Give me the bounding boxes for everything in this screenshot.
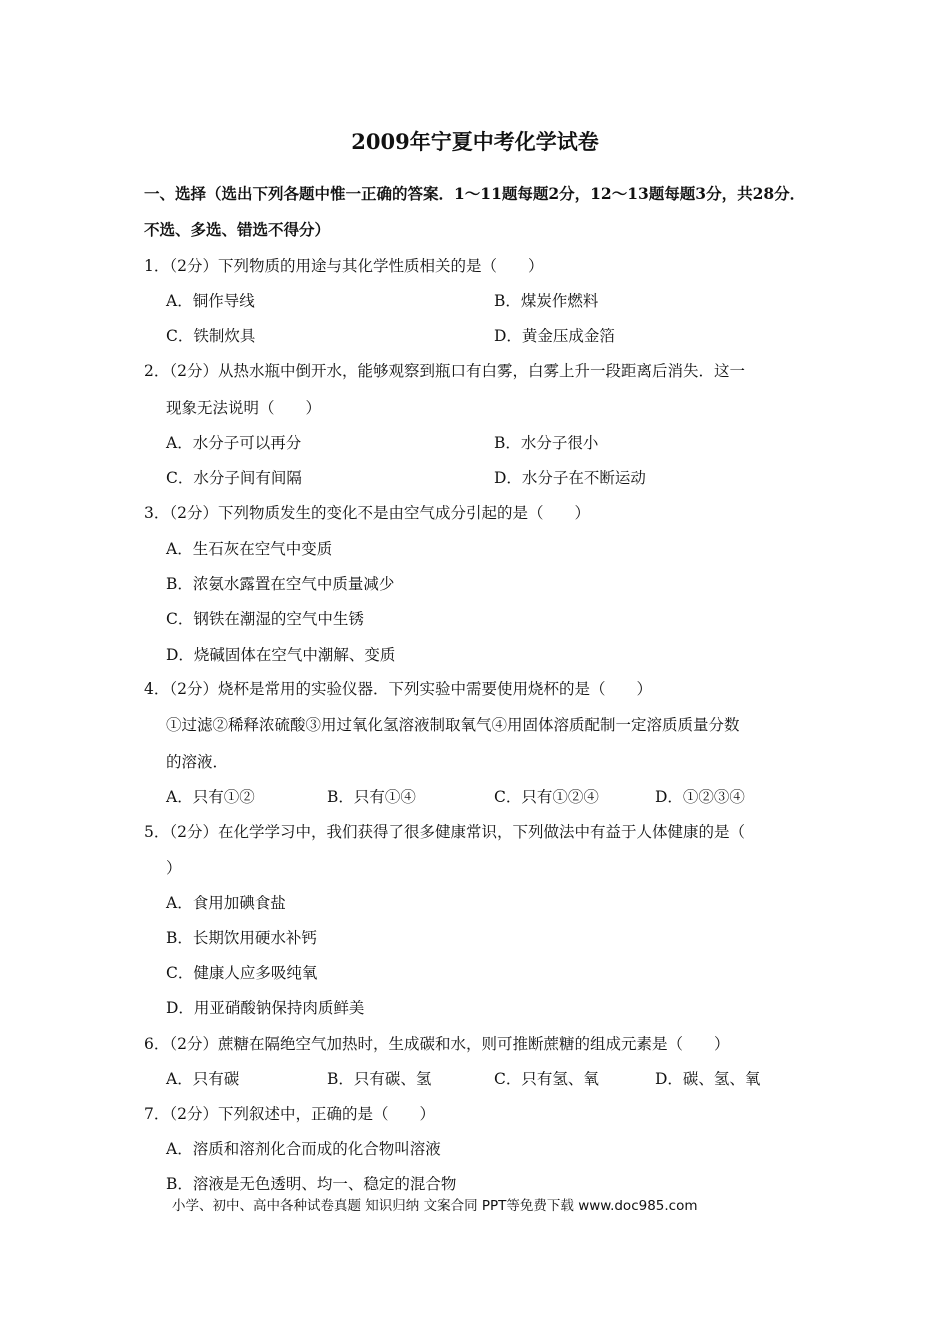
question-6-option-b: B．只有碳、氢	[327, 1070, 432, 1088]
question-6-option-d: D．碳、氢、氧	[655, 1070, 761, 1088]
question-3-option-d: D．烧碱固体在空气中潮解、变质	[166, 646, 396, 664]
question-5-option-c: C．健康人应多吸纯氧	[166, 964, 318, 982]
question-1-option-a: A．铜作导线	[166, 292, 255, 310]
question-3-option-b: B．浓氨水露置在空气中质量减少	[166, 575, 395, 593]
question-2-option-c: C．水分子间有间隔	[166, 469, 302, 487]
question-4-option-c: C．只有①②④	[494, 788, 599, 806]
section-heading: 一、选择（选出下列各题中惟一正确的答案．1～11题每题2分，12～13题每题3分，共28分．不选、多选、错选不得分）	[144, 184, 806, 239]
question-5-option-a: A．食用加碘食盐	[166, 894, 286, 912]
question-6-stem: 6．（2分）蔗糖在隔绝空气加热时，生成碳和水，则可推断蔗糖的组成元素是（ ）	[144, 1035, 730, 1053]
question-5-stem: 5．（2分）在化学学习中，我们获得了很多健康常识，下列做法中有益于人体健康的是（	[144, 823, 745, 841]
question-1-option-c: C．铁制炊具	[166, 327, 256, 345]
question-1-option-b: B．煤炭作燃料	[494, 292, 599, 310]
question-3-option-a: A．生石灰在空气中变质	[166, 540, 333, 558]
question-4-stem-continued-2: 的溶液．	[166, 753, 229, 771]
question-2-stem-continued: 现象无法说明（ ）	[166, 399, 322, 417]
question-5-stem-continued: ）	[166, 859, 182, 877]
question-4-option-d: D．①②③④	[655, 788, 745, 806]
question-3-option-c: C．钢铁在潮湿的空气中生锈	[166, 610, 364, 628]
question-5-option-b: B．长期饮用硬水补钙	[166, 929, 317, 947]
question-7-option-a: A．溶质和溶剂化合而成的化合物叫溶液	[166, 1140, 441, 1158]
question-7-stem: 7．（2分）下列叙述中，正确的是（ ）	[144, 1105, 435, 1123]
question-5-option-d: D．用亚硝酸钠保持肉质鲜美	[166, 999, 365, 1017]
question-4-option-b: B．只有①④	[327, 788, 416, 806]
question-6-option-c: C．只有氢、氧	[494, 1070, 599, 1088]
question-4-option-a: A．只有①②	[166, 788, 255, 806]
question-4-stem-continued: ①过滤②稀释浓硫酸③用过氧化氢溶液制取氧气④用固体溶质配制一定溶质质量分数	[166, 716, 740, 734]
question-2-stem: 2．（2分）从热水瓶中倒开水，能够观察到瓶口有白雾，白雾上升一段距离后消失．这一	[144, 362, 745, 380]
footer-note: 小学、初中、高中各种试卷真题 知识归纳 文案合同 PPT等免费下载 www.doc985.com	[172, 1198, 698, 1214]
question-7-option-b: B．溶液是无色透明、均一、稳定的混合物	[166, 1175, 457, 1193]
question-2-option-a: A．水分子可以再分	[166, 434, 302, 452]
question-2-option-b: B．水分子很小	[494, 434, 599, 452]
question-1-stem: 1．（2分）下列物质的用途与其化学性质相关的是（ ）	[144, 257, 544, 275]
question-4-stem: 4．（2分）烧杯是常用的实验仪器．下列实验中需要使用烧杯的是（ ）	[144, 680, 652, 698]
question-6-option-a: A．只有碳	[166, 1070, 240, 1088]
page-title: 2009年宁夏中考化学试卷	[351, 129, 599, 154]
question-3-stem: 3．（2分）下列物质发生的变化不是由空气成分引起的是（ ）	[144, 504, 590, 522]
question-2-option-d: D．水分子在不断运动	[494, 469, 646, 487]
question-1-option-d: D．黄金压成金箔	[494, 327, 615, 345]
